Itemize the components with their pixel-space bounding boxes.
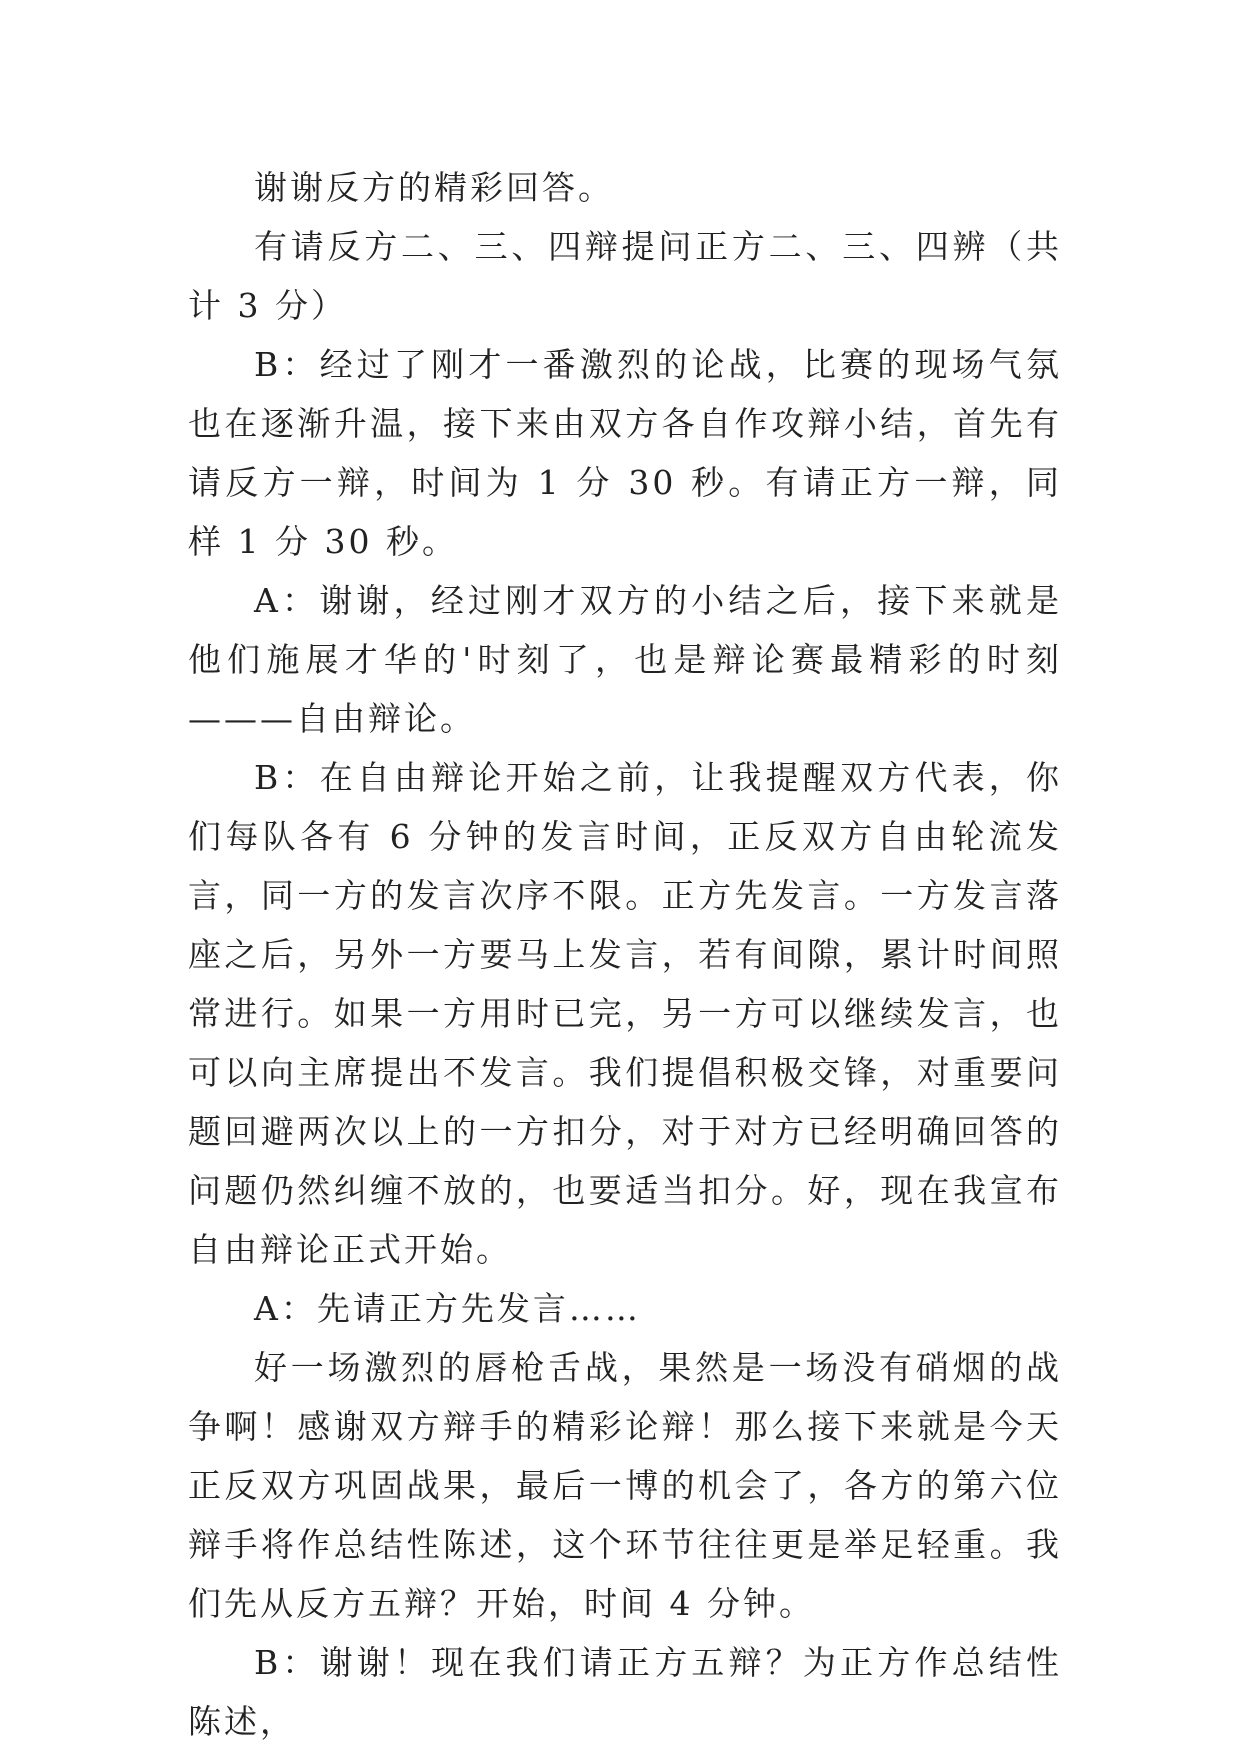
paragraph-2: 有请反方二、三、四辩提问正方二、三、四辨（共计 3 分）	[188, 227, 1062, 325]
paragraph-5: B：在自由辩论开始之前，让我提醒双方代表，你们每队各有 6 分钟的发言时间，正反双方自由轮流发言，同一方的发言次序不限。正方先发言。一方发言落座之后，另外一方要马上发言，若有间隙，累计时间照常进行。如果一方用时已完，另一方可以继续发言，也可以向主席提出不发言。我们提倡积极交锋，对重要问题回避两次以上的一方扣分，对于对方已经明确回答的问题仍然纠缠不放的，也要适当扣分。好，现在我宣布自由辩论正式开始。	[188, 758, 1062, 1269]
paragraph-8: B：谢谢！现在我们请正方五辩？为正方作总结性陈述，	[188, 1643, 1062, 1741]
paragraph-7: 好一场激烈的唇枪舌战，果然是一场没有硝烟的战争啊！感谢双方辩手的精彩论辩！那么接下来就是今天正反双方巩固战果，最后一博的机会了，各方的第六位辩手将作总结性陈述，这个环节往往更是举足轻重。我们先从反方五辩？开始，时间 4 分钟。	[188, 1348, 1062, 1623]
paragraph-1: 谢谢反方的精彩回答。	[254, 168, 614, 207]
paragraph-4: A：谢谢，经过刚才双方的小结之后，接下来就是他们施展才华的'时刻了，也是辩论赛最精彩的时刻———自由辩论。	[188, 581, 1062, 738]
paragraph-3: B：经过了刚才一番激烈的论战，比赛的现场气氛也在逐渐升温，接下来由双方各自作攻辩小结，首先有请反方一辩，时间为 1 分 30 秒。有请正方一辩，同样 1 分 30 秒。	[188, 345, 1062, 561]
document-body	[188, 158, 1062, 1751]
paragraph-6: A：先请正方先发言……	[254, 1289, 641, 1328]
